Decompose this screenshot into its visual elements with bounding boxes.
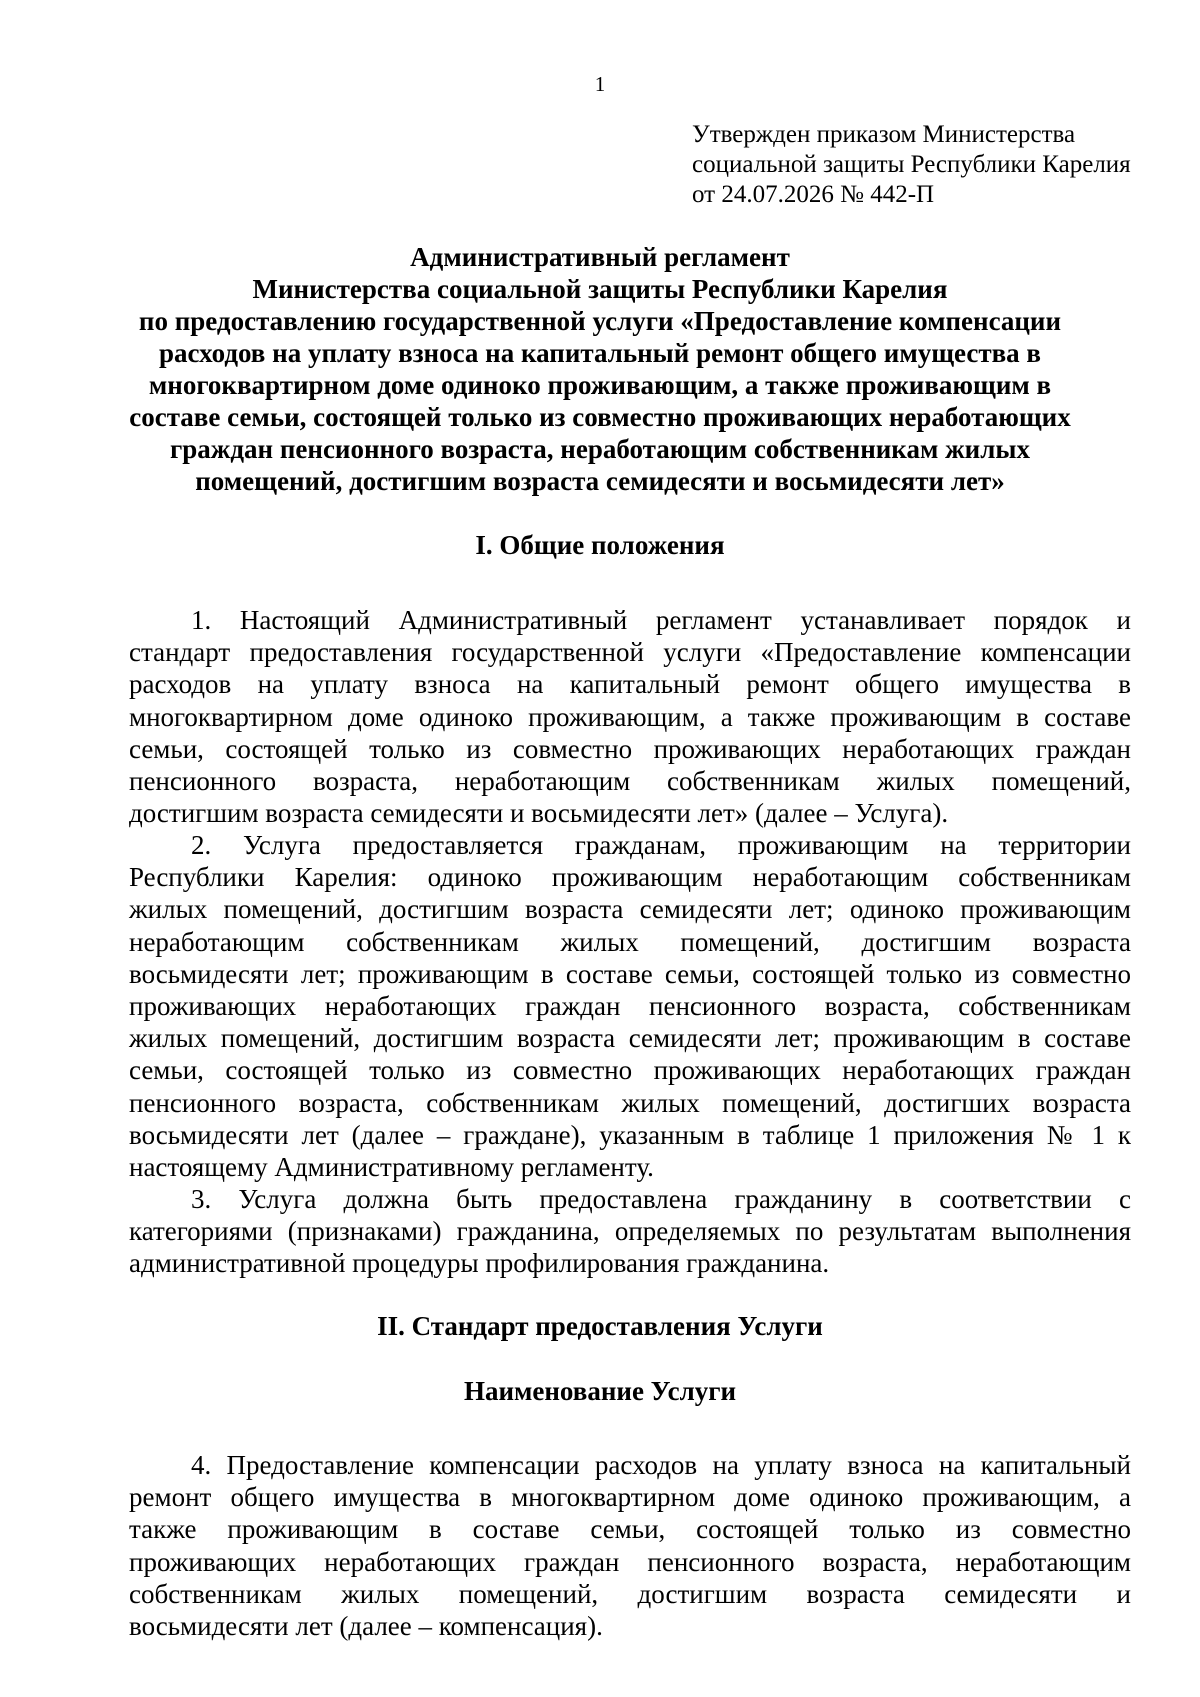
paragraph-line: жилых помещений, достигшим возраста семидесяти лет; одиноко проживающим xyxy=(129,894,1131,925)
paragraph-4 xyxy=(129,1449,1131,1642)
title-line: составе семьи, состоящей только из совместно проживающих неработающих xyxy=(129,402,1071,432)
paragraph-line: настоящему Административному регламенту. xyxy=(129,1151,654,1182)
subheading-service-name: Наименование Услуги xyxy=(463,1376,737,1406)
section-heading-standard: II. Стандарт предоставления Услуги xyxy=(377,1311,823,1341)
paragraph-line: 2. Услуга предоставляется гражданам, проживающим на территории xyxy=(191,830,1131,860)
paragraph-line: пенсионного возраста, неработающим собственникам жилых помещений, xyxy=(129,765,1131,796)
approval-line: Утвержден приказом Министерства xyxy=(692,121,1076,148)
paragraph-line: также проживающим в составе семьи, состоящей только из совместно xyxy=(129,1514,1131,1545)
title-line: граждан пенсионного возраста, неработающим собственникам жилых xyxy=(170,434,1030,464)
paragraph-1 xyxy=(129,604,1131,829)
paragraph-line: неработающим собственникам жилых помещений, достигшим возраста xyxy=(129,926,1131,957)
paragraph-line: Республики Карелия: одиноко проживающим неработающим собственникам xyxy=(129,862,1131,893)
title-line: Административный регламент xyxy=(410,242,790,272)
title-line: многоквартирном доме одиноко проживающим, а также проживающим в xyxy=(148,370,1052,400)
paragraph-2 xyxy=(129,829,1131,1183)
document-title xyxy=(100,241,1100,497)
approval-line: от 24.07.2026 № 442-П xyxy=(692,181,935,208)
paragraph-line: 4. Предоставление компенсации расходов на уплату взноса на капитальный xyxy=(191,1450,1131,1480)
paragraph-line: стандарт предоставления государственной услуги «Предоставление компенсации xyxy=(129,637,1131,668)
paragraph-line: 1. Настоящий Административный регламент устанавливает порядок и xyxy=(191,605,1131,635)
paragraph-3 xyxy=(129,1183,1131,1280)
paragraph-line: собственникам жилых помещений, достигшим возраста семидесяти и xyxy=(129,1578,1131,1609)
paragraph-line: многоквартирном доме одиноко проживающим, а также проживающим в составе xyxy=(129,701,1131,732)
title-line: помещений, достигшим возраста семидесяти и восьмидесяти лет» xyxy=(195,466,1005,496)
paragraph-line: категориями (признаками) гражданина, определяемых по результатам выполнения xyxy=(129,1216,1131,1247)
paragraph-line: достигшим возраста семидесяти и восьмидесяти лет» (далее – Услуга). xyxy=(129,798,949,829)
paragraph-line: проживающих неработающих граждан пенсионного возраста, собственникам xyxy=(129,990,1131,1021)
approval-stamp xyxy=(692,120,1172,210)
paragraph-line: восьмидесяти лет (далее – компенсация). xyxy=(129,1610,603,1641)
paragraph-line: 3. Услуга должна быть предоставлена гражданину в соответствии с xyxy=(191,1184,1131,1214)
paragraph-line: пенсионного возраста, собственникам жилых помещений, достигших возраста xyxy=(129,1087,1131,1118)
paragraph-line: расходов на уплату взноса на капитальный ремонт общего имущества в xyxy=(129,669,1131,700)
paragraph-line: административной процедуры профилирования гражданина. xyxy=(129,1248,830,1279)
page-number: 1 xyxy=(594,72,606,96)
paragraph-line: восьмидесяти лет (далее – граждане), указанным в таблице 1 приложения № 1 к xyxy=(129,1119,1131,1150)
paragraph-line: ремонт общего имущества в многоквартирном доме одиноко проживающим, а xyxy=(129,1482,1131,1513)
approval-line: социальной защиты Республики Карелия xyxy=(692,151,1131,178)
paragraph-line: проживающих неработающих граждан пенсионного возраста, неработающим xyxy=(129,1546,1131,1577)
paragraph-line: жилых помещений, достигшим возраста семидесяти лет; проживающим в составе xyxy=(129,1023,1131,1054)
title-line: расходов на уплату взноса на капитальный ремонт общего имущества в xyxy=(158,338,1042,368)
section-heading-general: I. Общие положения xyxy=(475,530,725,560)
paragraph-line: семьи, состоящей только из совместно проживающих неработающих граждан xyxy=(129,1055,1131,1086)
paragraph-line: семьи, состоящей только из совместно проживающих неработающих граждан xyxy=(129,733,1131,764)
title-line: по предоставлению государственной услуги «Предоставление компенсации xyxy=(138,306,1062,336)
title-line: Министерства социальной защиты Республики Карелия xyxy=(252,274,948,304)
paragraph-line: восьмидесяти лет; проживающим в составе семьи, состоящей только из совместно xyxy=(129,958,1131,989)
